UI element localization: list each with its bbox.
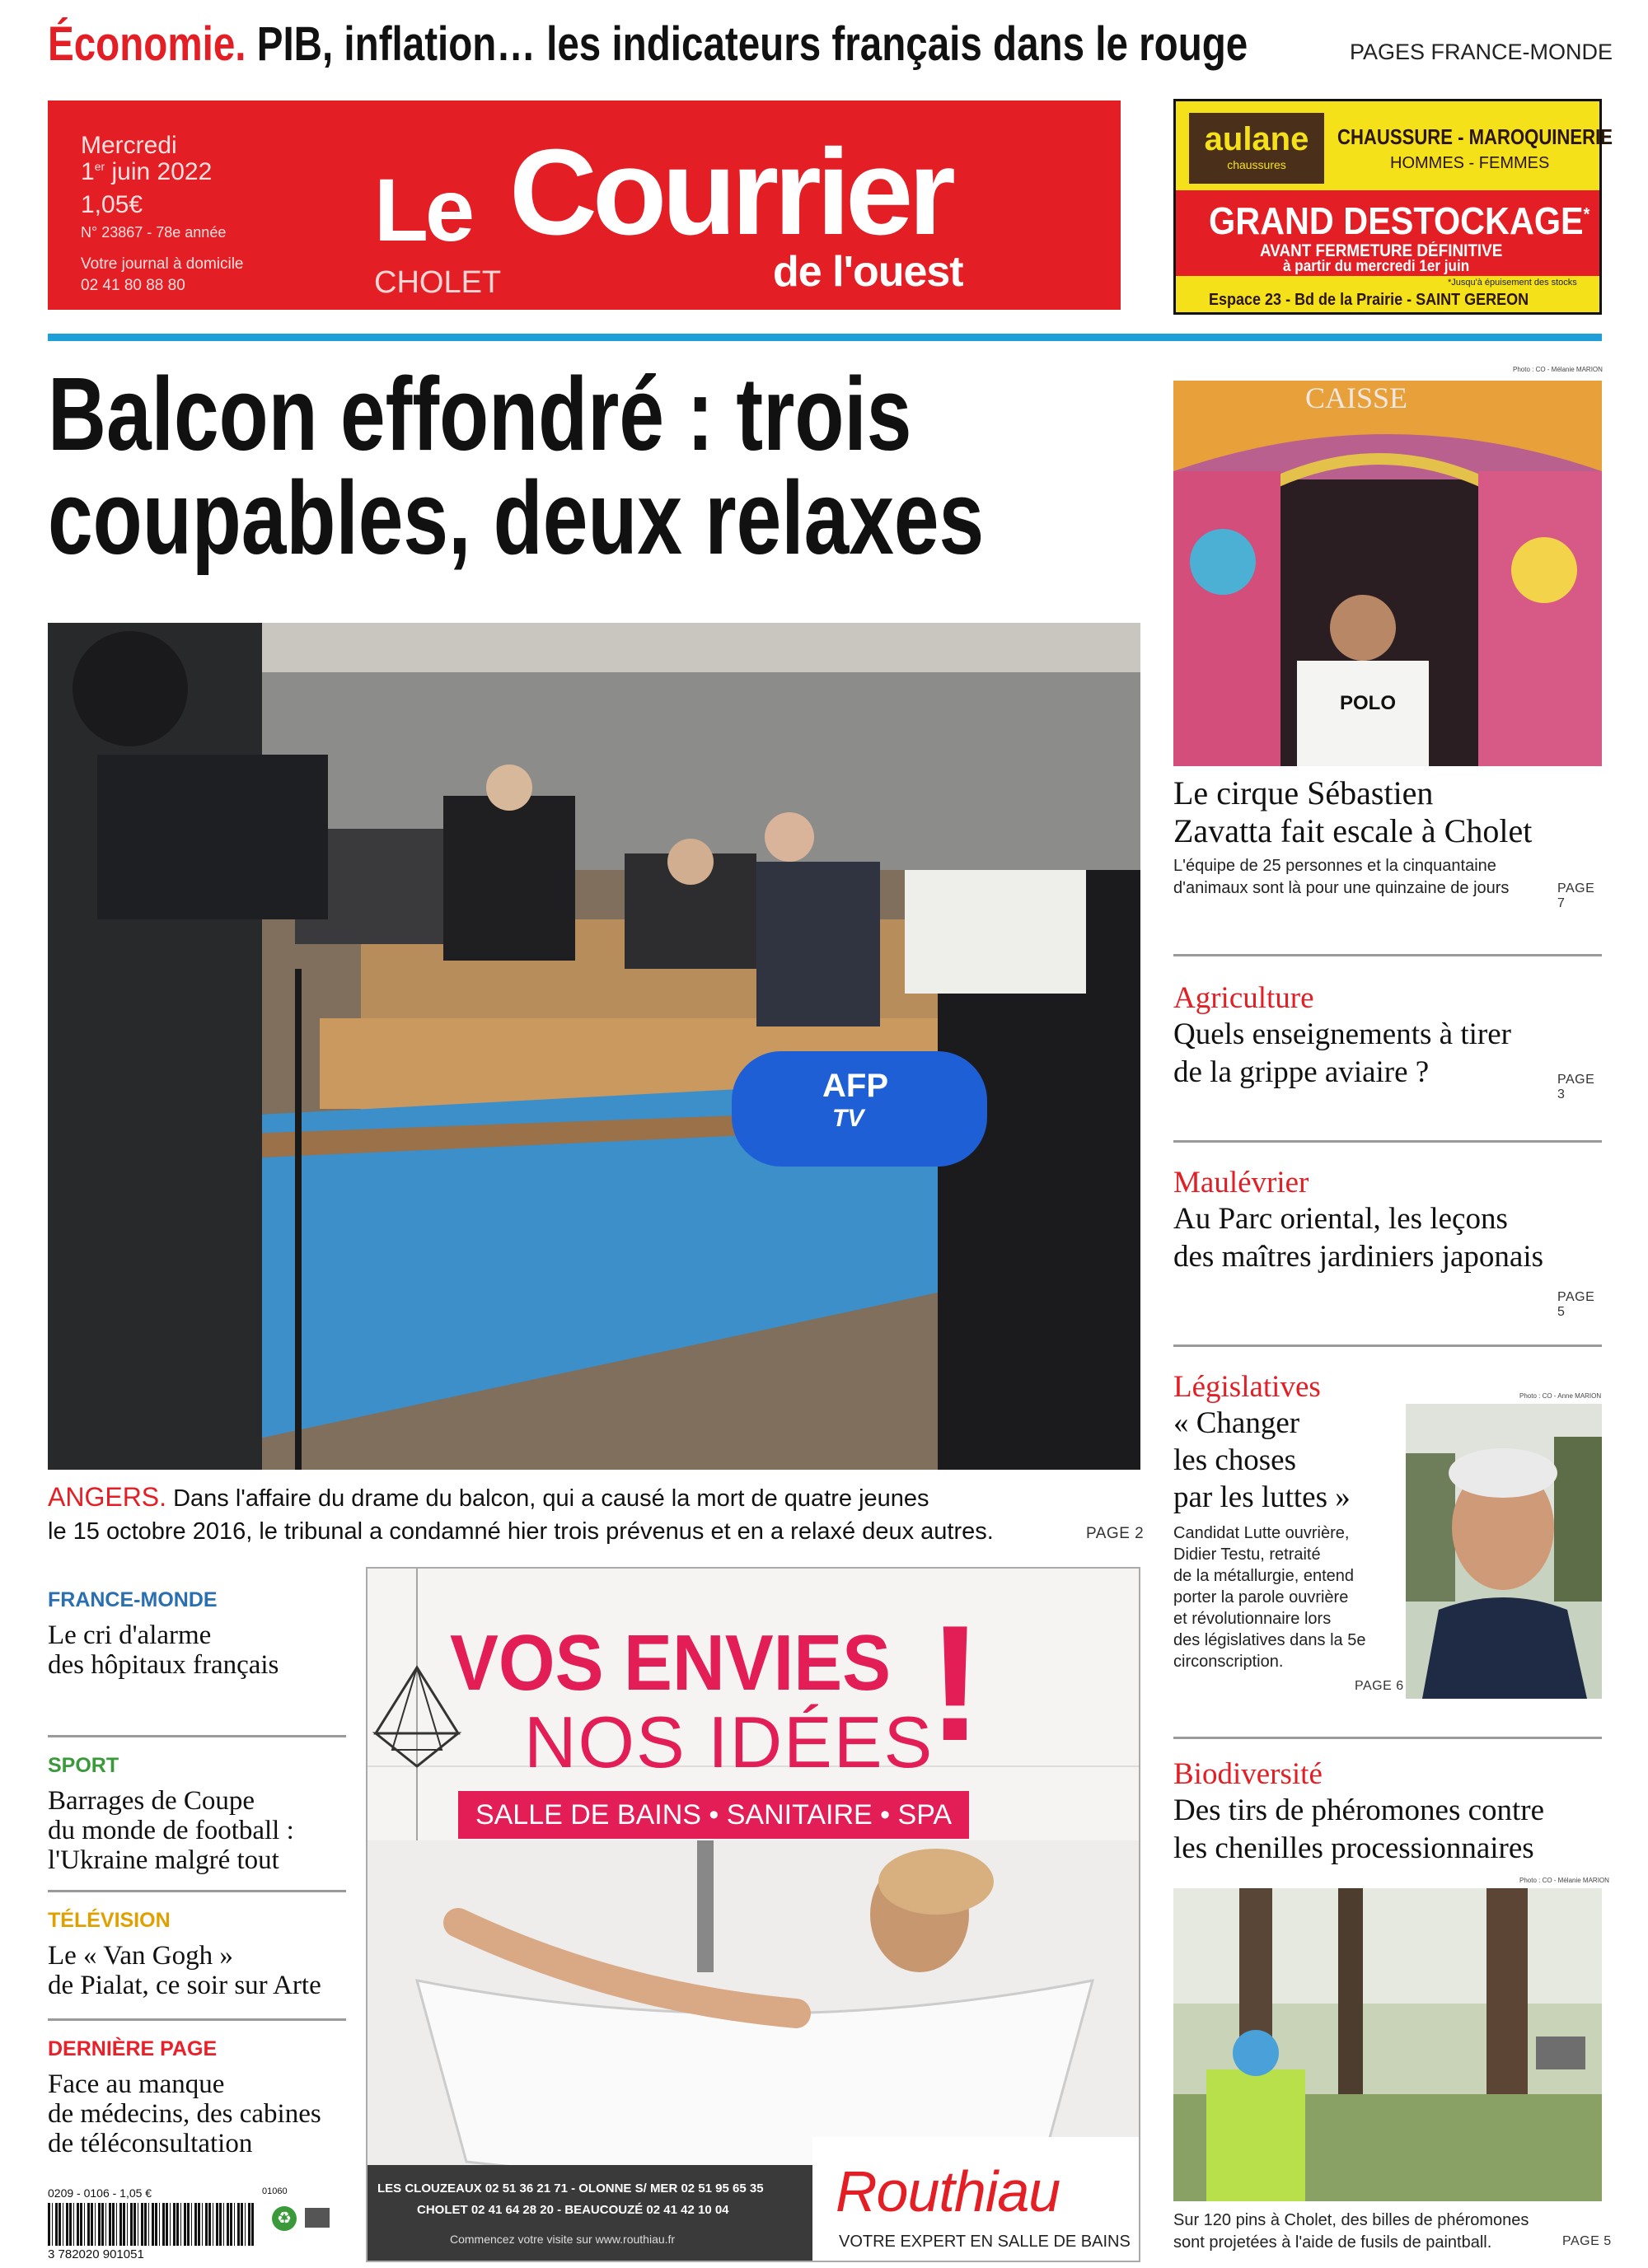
story-legislatives-page: PAGE 6 [1355, 1679, 1404, 1693]
masthead-title-le: Le [374, 160, 472, 260]
story-circus[interactable] [1173, 774, 1602, 910]
masthead-delivery: Votre journal à domicile [81, 255, 244, 273]
barcode-digits: 3 782020 901051 [48, 2247, 144, 2261]
ad-routhiau-loc2: CHOLET 02 41 64 28 20 - BEAUCOUZÉ 02 41 42 10 04 [417, 2203, 729, 2217]
story-circus-page: PAGE 7 [1557, 881, 1595, 910]
header-separator [48, 334, 1602, 341]
caption-place: ANGERS. [48, 1482, 167, 1512]
left-column [48, 1588, 346, 2158]
story-biodiversite-title: Des tirs de phéromones contre les chenilles processionnaires [1173, 1793, 1545, 1865]
afp-mic-sub: TV [832, 1105, 864, 1132]
masthead-phone: 02 41 80 88 80 [81, 277, 185, 294]
story-legislatives[interactable] [1173, 1369, 1602, 1707]
ad-routhiau-tagline: VOTRE EXPERT EN SALLE DE BAINS [839, 2233, 1131, 2251]
left-item-title: Le « Van Gogh » de Pialat, ce soir sur Arte [48, 1941, 321, 2000]
main-headline-line1: Balcon effondré : trois [48, 356, 912, 472]
barcode-addon: 01060 [262, 2186, 288, 2196]
divider [1173, 954, 1602, 956]
story-maulevrier-kicker: Maulévrier [1173, 1166, 1309, 1199]
barcode-bars [48, 2203, 254, 2246]
story-agriculture-title: Quels enseignements à tirer de la grippe aviaire ? [1173, 1017, 1511, 1089]
ad-aulane-headline: GRAND DESTOCKAGE* [1209, 199, 1590, 242]
recycle-icon: ♻ [272, 2206, 297, 2231]
ad-routhiau-band: SALLE DE BAINS • SANITAIRE • SPA [458, 1791, 969, 1839]
caption-line1: Dans l'affaire du drame du balcon, qui a causé la mort de quatre jeunes [173, 1485, 929, 1512]
main-caption [48, 1480, 994, 1548]
left-item-kicker: DERNIÈRE PAGE [48, 2037, 218, 2060]
left-item[interactable] [48, 1735, 346, 1890]
story-maulevrier-page: PAGE 5 [1557, 1290, 1595, 1319]
circus-photo[interactable] [1173, 381, 1602, 766]
story-agriculture[interactable] [1173, 980, 1602, 1101]
left-item[interactable] [48, 1588, 346, 1735]
divider [1173, 1344, 1602, 1347]
story-circus-body: L'équipe de 25 personnes et la cinquantaine d'animaux sont là pour une quinzaine de jours [1173, 857, 1510, 897]
top-teaser-section: Économie. [48, 17, 246, 71]
main-headline-line2: coupables, deux relaxes [48, 460, 985, 576]
ad-aulane-main [1176, 190, 1599, 276]
candidate-photo-art [1406, 1404, 1602, 1699]
left-item-title: Face au manque de médecins, des cabines de téléconsultation [48, 2069, 321, 2158]
top-teaser[interactable] [48, 16, 1248, 72]
story-legislatives-credit: Photo : CO - Anne MARION [1519, 1392, 1602, 1400]
masthead-edition: CHOLET [374, 265, 502, 300]
pine-photo[interactable] [1173, 1888, 1602, 2201]
left-item-kicker: TÉLÉVISION [48, 1909, 171, 1932]
story-biodiversite-kicker: Biodiversité [1173, 1757, 1323, 1791]
courtroom-photo[interactable] [48, 623, 1140, 1470]
left-item[interactable] [48, 1890, 346, 2018]
story-circus-title: Le cirque Sébastien Zavatta fait escale à Cholet [1173, 774, 1533, 849]
ad-aulane-note: *Jusqu'à épuisement des stocks [1448, 278, 1577, 288]
circus-sign: CAISSE [1305, 381, 1408, 414]
barcode-price-code: 0209 - 0106 - 1,05 € [48, 2186, 152, 2200]
printer-logo-icon [305, 2208, 330, 2228]
masthead-issue: N° 23867 - 78e année [81, 224, 227, 241]
ad-routhiau-web: Commencez votre visite sur www.routhiau.fr [450, 2233, 676, 2246]
ad-aulane-brand-sub: chaussures [1227, 158, 1286, 171]
masthead-title-courrier: Courrier [509, 124, 951, 260]
afp-mic-logo: AFP TV [822, 1068, 888, 1132]
ad-aulane-audience: HOMMES - FEMMES [1390, 154, 1550, 172]
story-agriculture-page: PAGE 3 [1557, 1073, 1595, 1101]
masthead-title-de: de l'ouest [773, 248, 963, 296]
main-headline[interactable] [48, 356, 985, 576]
ad-routhiau[interactable] [366, 1567, 1140, 2262]
story-maulevrier[interactable] [1173, 1165, 1602, 1319]
divider [1173, 1140, 1602, 1143]
story-legislatives-title: « Changer les choses par les luttes » [1173, 1406, 1351, 1514]
divider [1173, 1737, 1602, 1739]
caption-page: PAGE 2 [1086, 1525, 1145, 1542]
left-item-title: Le cri d'alarme des hôpitaux français [48, 1620, 279, 1680]
masthead [48, 101, 1121, 310]
left-item-kicker: FRANCE-MONDE [48, 1588, 218, 1611]
top-teaser-headline: PIB, inflation… les indicateurs français dans le rouge [256, 17, 1248, 71]
ad-aulane-address: Espace 23 - Bd de la Prairie - SAINT GEREON [1209, 291, 1529, 309]
story-biodiversite-credit: Photo : CO - Mélanie MARION [1519, 1877, 1609, 1884]
candidate-photo[interactable] [1406, 1404, 1602, 1699]
left-item[interactable] [48, 2018, 346, 2158]
ad-routhiau-line2: NOS IDÉES [524, 1701, 934, 1783]
story-maulevrier-title: Au Parc oriental, les leçons des maîtres jardiniers japonais [1173, 1202, 1544, 1274]
story-biodiversite-page: PAGE 5 [1562, 2234, 1612, 2248]
circus-shirt-text: POLO [1340, 692, 1397, 714]
ad-aulane-line1: AVANT FERMETURE DÉFINITIVE [1260, 241, 1503, 260]
ad-routhiau-line1: VOS ENVIES [450, 1619, 892, 1707]
ad-aulane-logo [1189, 113, 1324, 184]
ad-routhiau-loc1: LES CLOUZEAUX 02 51 36 21 71 - OLONNE S/ MER 02 51 95 65 35 [377, 2181, 764, 2196]
photo-credit: Photo : CO - Mélanie MARION [1513, 366, 1603, 373]
pine-photo-art [1173, 1888, 1602, 2201]
left-item-kicker: SPORT [48, 1754, 119, 1777]
story-legislatives-body: Candidat Lutte ouvrière, Didier Testu, retraité de la métallurgie, entend porter la parole ouvrière et révolutionnaire lors des législatives dans la 5e circonscription. [1173, 1524, 1366, 1671]
ad-aulane-brand: aulane [1204, 121, 1309, 157]
caption-line2: le 15 octobre 2016, le tribunal a condamné hier trois prévenus et en a relaxé deux autres. [48, 1518, 994, 1545]
story-legislatives-kicker: Législatives [1173, 1370, 1321, 1404]
top-teaser-page: PAGES FRANCE-MONDE [1350, 40, 1613, 64]
masthead-price: 1,05€ [81, 191, 143, 218]
story-biodiversite[interactable] [1173, 1756, 1602, 1868]
ad-routhiau-exclaim: ! [928, 1592, 983, 1775]
masthead-day: Mercredi [81, 132, 177, 159]
courtroom-photo-art [48, 623, 1140, 1470]
story-agriculture-kicker: Agriculture [1173, 981, 1314, 1015]
story-biodiversite-body: Sur 120 pins à Cholet, des billes de phéromones sont projetées à l'aide de fusils de paintball. [1173, 2211, 1529, 2252]
ad-aulane-line2: à partir du mercredi 1er juin [1283, 258, 1470, 275]
left-item-title: Barrages de Coupe du monde de football : l'Ukraine malgré tout [48, 1786, 294, 1875]
ad-aulane[interactable] [1173, 99, 1613, 315]
ad-routhiau-brand: Routhiau [836, 2159, 1060, 2224]
barcode-block [48, 2186, 353, 2261]
masthead-date: 1er juin 2022 [81, 158, 213, 185]
ad-aulane-category: CHAUSSURE - MAROQUINERIE [1337, 124, 1613, 149]
